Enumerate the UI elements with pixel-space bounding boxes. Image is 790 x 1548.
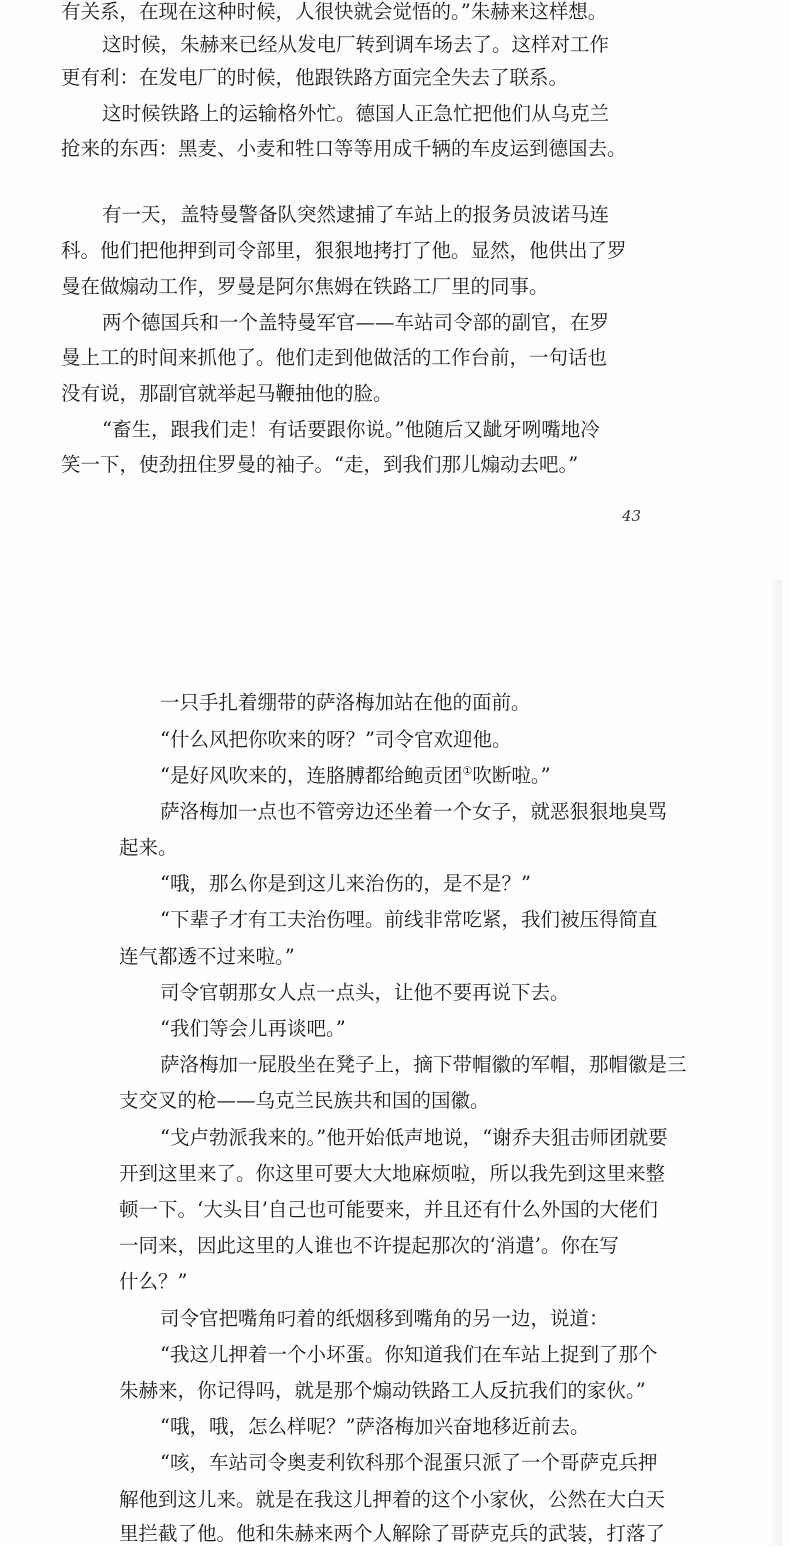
text-line: 这时候，朱赫来已经从发电厂转到调车场去了。这样对工作 — [102, 33, 610, 56]
text-line: “咳，车站司令奥麦利钦科那个混蛋只派了一个哥萨克兵押 — [160, 1451, 658, 1474]
text-line: “我这儿押着一个小坏蛋。你知道我们在车站上捉到了那个 — [160, 1343, 658, 1366]
text-line: 顿一下。‘大头目’自己也可能要来，并且还有什么外国的大佬们 — [119, 1198, 658, 1221]
text-segment: “是好风吹来的，连胳膊都给鲍贡团 — [160, 764, 463, 787]
text-segment: 吹断啦。” — [472, 764, 551, 787]
text-line: 起来。 — [119, 836, 178, 859]
text-line: “畜生，跟我们走！有话要跟你说。”他随后又龇牙咧嘴地冷 — [102, 418, 600, 441]
text-line: 没有说，那副官就举起马鞭抽他的脸。 — [61, 382, 393, 405]
text-line: 里拦截了他。他和朱赫来两个人解除了哥萨克兵的武装，打落了 — [119, 1522, 666, 1545]
text-line: “我们等会儿再谈吧。” — [160, 1017, 346, 1040]
text-line: 笑一下，使劲扭住罗曼的袖子。“走，到我们那儿煽动去吧。” — [61, 453, 579, 476]
text-line: “哦，哦，怎么样呢？”萨洛梅加兴奋地移近前去。 — [160, 1415, 590, 1438]
text-line: 更有利：在发电厂的时候，他跟铁路方面完全失去了联系。 — [61, 66, 569, 89]
text-line: 曼上工的时间来抓他了。他们走到他做活的工作台前，一句话也 — [61, 346, 608, 369]
text-line: 开到这里来了。你这里可要大大地麻烦啦，所以我先到这里来整 — [119, 1162, 666, 1185]
text-line — [160, 762, 551, 790]
lower-page — [0, 580, 790, 1546]
text-line: 有一天，盖特曼警备队突然逮捕了车站上的报务员波诺马连 — [102, 203, 610, 226]
text-line: 司令官朝那女人点一点头，让他不要再说下去。 — [160, 981, 570, 1004]
text-line: 抢来的东西：黑麦、小麦和牲口等等用成千辆的车皮运到德国去。 — [61, 137, 627, 160]
text-line: 朱赫来，你记得吗，就是那个煽动铁路工人反抗我们的家伙。” — [119, 1379, 646, 1402]
footnote-mark: ① — [462, 764, 473, 778]
text-line: “戈卢勃派我来的。”他开始低声地说，“谢乔夫狙击师团就要 — [160, 1126, 668, 1149]
upper-page — [0, 0, 790, 580]
text-line: “哦，那么你是到这儿来治伤的，是不是？” — [160, 872, 531, 895]
text-line: 解他到这儿来。就是在我这儿押着的这个小家伙，公然在大白天 — [119, 1488, 666, 1511]
text-line: 科。他们把他押到司令部里，狠狠地拷打了他。显然，他供出了罗 — [61, 239, 627, 262]
text-line: 有关系，在现在这种时候，人很快就会觉悟的。”朱赫来这样想。 — [61, 0, 608, 23]
text-line: “下辈子才有工夫治伤哩。前线非常吃紧，我们被压得简直 — [160, 908, 658, 931]
text-line: 萨洛梅加一屁股坐在凳子上，摘下带帽徽的军帽，那帽徽是三 — [160, 1053, 687, 1076]
text-line: “什么风把你吹来的呀？”司令官欢迎他。 — [160, 728, 512, 751]
text-line: 曼在做煽动工作，罗曼是阿尔焦姆在铁路工厂里的同事。 — [61, 275, 549, 298]
text-line: 支交叉的枪——乌克兰民族共和国的国徽。 — [119, 1089, 490, 1112]
text-line: 连气都透不过来啦。” — [119, 945, 295, 968]
text-line: 两个德国兵和一个盖特曼军官——车站司令部的副官，在罗 — [102, 311, 610, 334]
page-number: 43 — [622, 507, 642, 525]
text-line: 一只手扎着绷带的萨洛梅加站在他的面前。 — [160, 691, 531, 714]
text-line: 萨洛梅加一点也不管旁边还坐着一个女子，就恶狠狠地臭骂 — [160, 800, 668, 823]
text-line: 什么？” — [119, 1270, 188, 1293]
text-line: 司令官把嘴角叼着的纸烟移到嘴角的另一边，说道： — [160, 1307, 609, 1330]
text-line: 这时候铁路上的运输格外忙。德国人正急忙把他们从乌克兰 — [102, 102, 610, 125]
text-line: 一同来，因此这里的人谁也不许提起那次的‘消遣’。你在写 — [119, 1234, 619, 1257]
